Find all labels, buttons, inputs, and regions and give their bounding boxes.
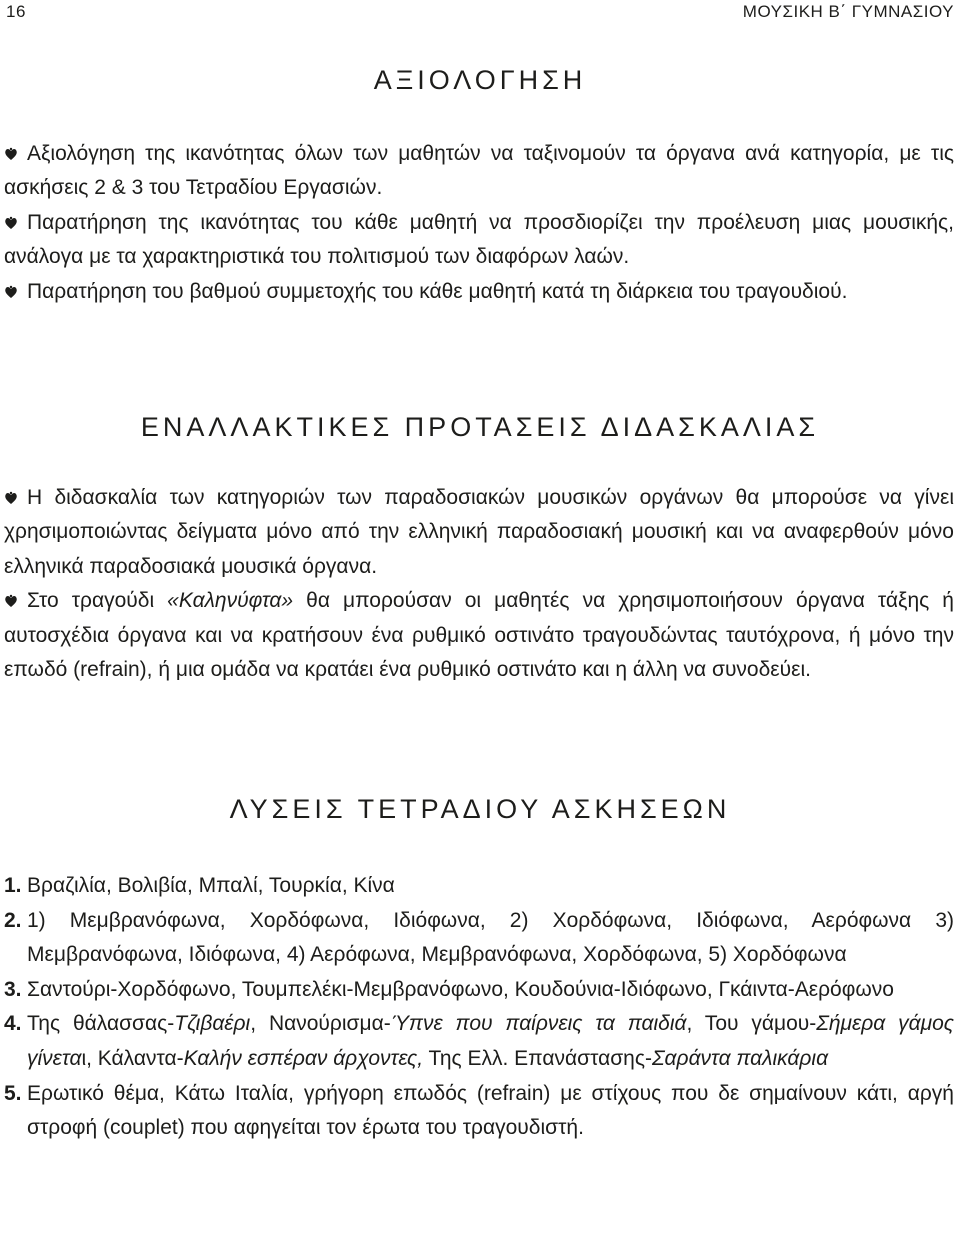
solution-number: 3. — [4, 977, 22, 1001]
solution-text: Βραζιλία, Βολιβία, Μπαλί, Τουρκία, Κίνα — [27, 874, 395, 897]
assessment-item — [4, 206, 954, 275]
fleuron-bullet-icon — [4, 594, 18, 608]
solutions-list — [4, 869, 954, 1146]
solution-item — [4, 1077, 954, 1146]
solution-text: Ερωτικό θέμα, Κάτω Ιταλία, γρήγορη επωδός (refrain) με στίχους που δε σημαίνουν κάτι, αργή στροφή (couplet) που αφηγείται τον έρωτα του τραγουδιστή. — [27, 1081, 954, 1140]
alternative-item-text-before: Στο τραγούδι — [27, 589, 168, 613]
solution-number: 2. — [4, 908, 22, 932]
solution-text: Σαντούρι-Χορδόφωνο, Τουμπελέκι-Μεμβρανόφωνο, Κουδούνια-Ιδιόφωνο, Γκάιντα-Αερόφωνο — [27, 977, 894, 1001]
assessment-item-text: Παρατήρηση του βαθμού συμμετοχής του κάθε μαθητή κατά τη διάρκεια του τραγουδιού. — [27, 279, 848, 303]
alternative-item — [4, 481, 954, 584]
solution-item — [4, 904, 954, 973]
solution-number: 4. — [4, 1012, 22, 1036]
assessment-item-text: Αξιολόγηση της ικανότητας όλων των μαθητών να ταξινομούν τα όργανα ανά κατηγορία, με τις ασκήσεις 2 & 3 του Τετραδίου Εργασιών. — [4, 142, 954, 200]
fleuron-bullet-icon — [4, 147, 18, 161]
fleuron-bullet-icon — [4, 216, 18, 230]
solution-item — [4, 869, 954, 904]
assessment-item — [4, 137, 954, 206]
song-title: «Καληνύφτα» — [167, 589, 294, 613]
solution-text: , Του γάμου- — [686, 1012, 817, 1036]
page-number: 16 — [6, 2, 26, 21]
alternative-item-text-after: θα μπορούσαν οι μαθητές να χρησιμοποιήσουν όργανα τάξης ή αυτοσχέδια όργανα και να κρατήσουν ένα ρυθμικό οστινάτο τραγουδώντας ταυτόχρονα, ή μόνο την επωδό (refrain), ή μια ομάδα να κρατάει ένα ρυθμικό οστινάτο και η άλλη να συνοδεύει. — [4, 589, 954, 682]
song-title: Τζιβαέρι — [174, 1012, 251, 1036]
solution-text: Της θάλασσας- — [27, 1012, 175, 1036]
running-title: ΜΟΥΣΙΚΗ Β΄ ΓΥΜΝΑΣΙΟΥ — [742, 2, 954, 21]
solution-number: 5. — [4, 1081, 22, 1105]
alternative-item — [4, 584, 954, 687]
solution-number: 1. — [4, 874, 22, 897]
song-title: Ύπνε που παίρνεις τα παιδιά — [390, 1012, 687, 1036]
assessment-heading: ΑΞΙΟΛΟΓΗΣΗ — [373, 65, 587, 95]
solution-item — [4, 1007, 954, 1076]
solutions-heading: ΛΥΣΕΙΣ ΤΕΤΡΑΔΙΟΥ ΑΣΚΗΣΕΩΝ — [229, 794, 731, 824]
solution-text: 1) Μεμβρανόφωνα, Χορδόφωνα, Ιδιόφωνα, 2) Χορδόφωνα, Ιδιόφωνα, Αερόφωνα 3) Μεμβρανόφωνα, Ιδιόφωνα, 4) Αερόφωνα, Μεμβρανόφωνα, Χορδόφωνα, 5) Χορδόφωνα — [27, 908, 954, 967]
solution-text: Της Ελλ. Επανάστασης- — [423, 1046, 652, 1070]
running-head — [0, 0, 960, 30]
song-title: Σαράντα παλικάρια — [651, 1046, 829, 1070]
alternative-list — [4, 481, 954, 687]
solution-text: , Νανούρισμα- — [250, 1012, 391, 1036]
alternative-heading: ΕΝΑΛΛΑΚΤΙΚΕΣ ΠΡΟΤΑΣΕΙΣ ΔΙΔΑΣΚΑΛΙΑΣ — [140, 412, 820, 442]
song-title: Σήμερα γάμος γίνετα — [27, 1012, 954, 1070]
song-title: Καλήν εσπέραν άρχοντες, — [183, 1046, 424, 1070]
assessment-item-text: Παρατήρηση της ικανότητας του κάθε μαθητή να προσδιορίζει την προέλευση μιας μουσικής, ανάλογα με τα χαρακτηριστικά του πολιτισμού των διαφόρων λαών. — [4, 210, 954, 269]
fleuron-bullet-icon — [4, 491, 18, 505]
solution-item — [4, 973, 954, 1008]
assessment-item — [4, 275, 954, 309]
alternative-item-text: Η διδασκαλία των κατηγοριών των παραδοσιακών μουσικών οργάνων θα μπορούσε να γίνει χρησιμοποιώντας δείγματα μόνο από την ελληνική παραδοσιακή μουσική και να αναφερθούν μόνο ελληνικά παραδοσιακά μουσικά όργανα. — [4, 486, 954, 578]
solution-text: ι, Κάλαντα- — [81, 1046, 184, 1070]
fleuron-bullet-icon — [4, 285, 18, 299]
assessment-list — [4, 137, 954, 309]
